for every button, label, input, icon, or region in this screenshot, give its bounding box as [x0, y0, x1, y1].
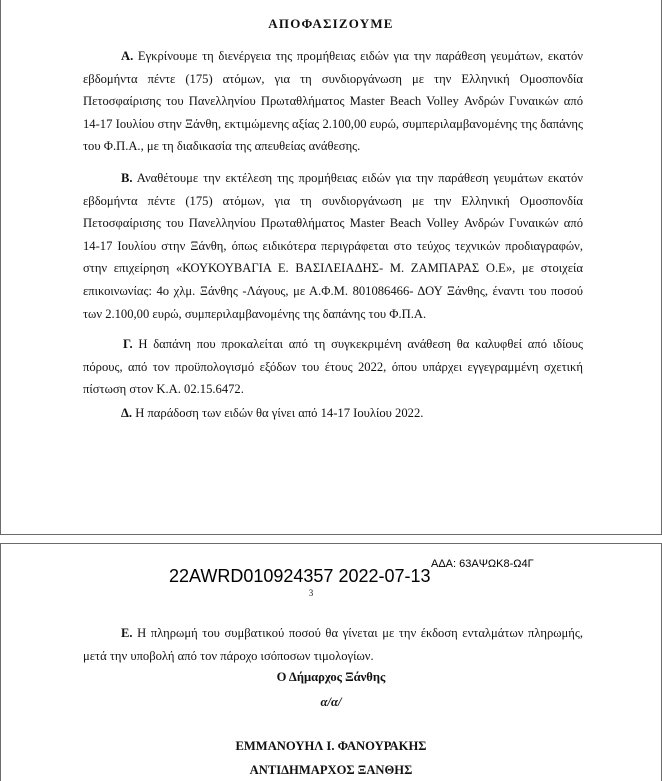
ada-code: ΑΔΑ: 63ΑΨΩΚ8-Ω4Γ	[431, 558, 534, 570]
paragraph-b-label: Β.	[121, 171, 133, 185]
signatory-title: Ο Δήμαρχος Ξάνθης	[276, 670, 386, 684]
signature-mark: α/α/	[320, 695, 342, 709]
paragraph-g-text: Η δαπάνη που προκαλείται από τη συγκεκριμένη ανάθεση θα καλυφθεί από ιδίους πόρους, από τον προϋπολογισμό εξόδων του έτους 2022, όπου υπάρχει εγγεγραμμένη σχετική πίστωση στον Κ.Α. 02.15.6472.	[83, 337, 583, 397]
page-number: 3	[308, 588, 314, 598]
paragraph-d-text: Η παράδοση των ειδών θα γίνει από 14-17 Ιουλίου 2022.	[135, 406, 424, 420]
paragraph-b	[83, 167, 583, 325]
paragraph-e-label: Ε.	[121, 626, 133, 640]
paragraph-d	[83, 402, 583, 425]
paragraph-g	[83, 333, 583, 401]
paragraph-a-text: Εγκρίνουμε τη διενέργεια της προμήθειας ειδών για την παράθεση γευμάτων, εκατόν εβδομήντα πέντε (175) ατόμων, για τη συνδιοργάνωση με την Ελληνική Ομοσπονδία Πετοσφαίρισης του Πανελληνίου Πρωταθλήματος Master Beach Volley Ανδρών Γυναικών από 14-17 Ιουλίου στην Ξάνθη, εκτιμώμενης αξίας 2.100,00 ευρώ, συμπεριλαμβανομένης της δαπάνης του Φ.Π.Α., με τη διαδικασία της απευθείας ανάθεσης.	[83, 49, 584, 154]
paragraph-e	[83, 622, 583, 667]
paragraph-g-label: Γ.	[123, 337, 133, 351]
document-page-2	[0, 543, 662, 781]
signatory-name: ΕΜΜΑΝΟΥΗΛ Ι. ΦΑΝΟΥΡΑΚΗΣ	[235, 739, 427, 753]
paragraph-d-label: Δ.	[121, 406, 133, 420]
paragraph-e-text: Η πληρωμή του συμβατικού ποσού θα γίνεται με την έκδοση ενταλμάτων πληρωμής, μετά την υποβολή από τον πάροχο ισόποσων τιμολογίων.	[83, 626, 583, 663]
paragraph-b-text: Αναθέτουμε την εκτέλεση της προμήθειας ειδών για την παράθεση γευμάτων εκατόν εβδομήντα πέντε (175) ατόμων, για τη συνδιοργάνωση με την Ελληνική Ομοσπονδία Πετοσφαίρισης του Πανελληνίου Πρωταθλήματος Master Beach Volley Ανδρών Γυναικών από 14-17 Ιουλίου στην Ξάνθη, όπως ειδικότερα περιγράφεται στο τεύχος τεχνικών προδιαγραφών, στην επιχείρηση «ΚΟΥΚΟΥΒΑΓΙΑ Ε. ΒΑΣΙΛΕΙΑΔΗΣ- Μ. ΖΑΜΠΑΡΑΣ Ο.Ε», με στοιχεία επικοινωνίας: 4ο χλμ. Ξάνθης -Λάγους, με Α.Φ.Μ. 801086466- ΔΟΥ Ξάνθης, έναντι του ποσού των 2.100,00 ευρώ, συμπεριλαμβανομένης της δαπάνης του Φ.Π.Α.	[83, 171, 583, 321]
paragraph-a	[83, 45, 583, 158]
paragraph-a-label: Α.	[121, 49, 134, 63]
registry-stamp: 22AWRD010924357 2022-07-13	[169, 566, 431, 586]
page-gap	[0, 535, 662, 543]
decision-heading: ΑΠΟΦΑΣΙΖΟΥΜΕ	[268, 16, 394, 31]
signatory-role: ΑΝΤΙΔΗΜΑΡΧΟΣ ΞΑΝΘΗΣ	[249, 763, 413, 777]
